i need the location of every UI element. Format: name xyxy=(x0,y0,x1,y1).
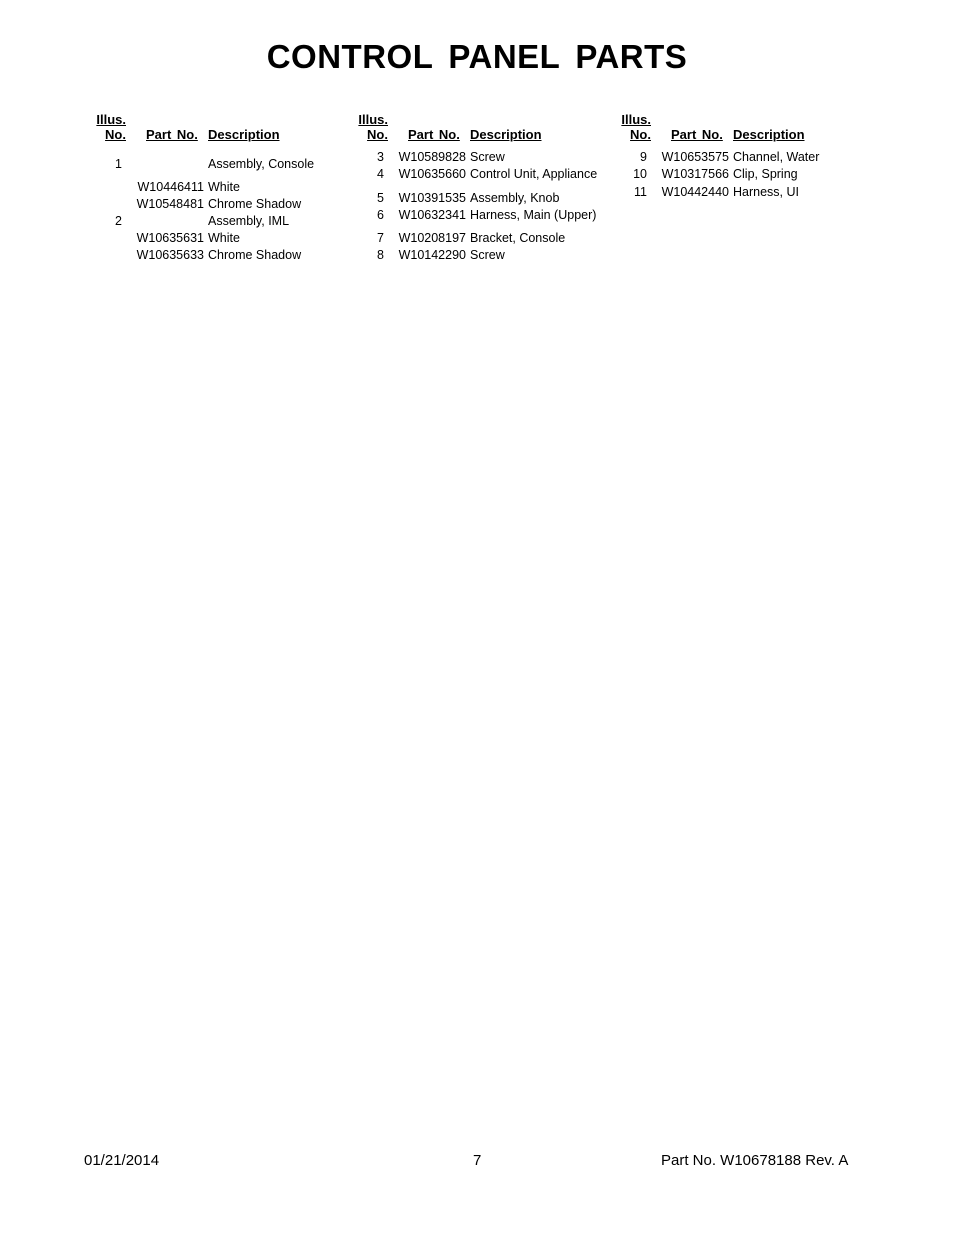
illus-number: 10 xyxy=(633,167,647,181)
part-number: W10632341 xyxy=(398,208,466,222)
header-no-label: No. xyxy=(105,127,126,142)
header-no-label: No. xyxy=(630,127,651,142)
header-description-label: Description xyxy=(470,127,542,142)
part-description: White xyxy=(208,180,240,194)
part-number: W10653575 xyxy=(661,150,729,164)
part-description: Clip, Spring xyxy=(733,167,798,181)
illus-number: 9 xyxy=(640,150,647,164)
part-number: W10635660 xyxy=(398,167,466,181)
part-number: W10442440 xyxy=(661,185,729,199)
illus-number: 8 xyxy=(377,248,384,262)
header-description-label: Description xyxy=(208,127,280,142)
footer-part-number: Part No. W10678188 Rev. A xyxy=(661,1152,849,1169)
header-part-no xyxy=(146,127,198,142)
part-description: Screw xyxy=(470,248,505,262)
part-number: W10589828 xyxy=(398,150,466,164)
header-part-no-label: Part No. xyxy=(671,127,723,142)
header-no-label: No. xyxy=(367,127,388,142)
header-illus-no xyxy=(92,112,126,142)
header-description xyxy=(208,127,280,142)
header-part-no xyxy=(671,127,723,142)
header-part-no xyxy=(408,127,460,142)
header-description xyxy=(733,127,805,142)
header-illus-label: Illus. xyxy=(96,112,126,127)
part-description: Assembly, IML xyxy=(208,214,290,228)
part-number: W10142290 xyxy=(398,248,466,262)
part-description: Screw xyxy=(470,150,505,164)
part-number: W10208197 xyxy=(398,231,466,245)
part-number: W10317566 xyxy=(661,167,729,181)
part-number: W10635633 xyxy=(136,248,204,262)
part-number: W10391535 xyxy=(398,191,466,205)
illus-number: 6 xyxy=(377,208,384,222)
header-illus-no xyxy=(617,112,651,142)
header-description xyxy=(470,127,542,142)
illus-number: 11 xyxy=(634,185,647,199)
part-description: Bracket, Console xyxy=(470,231,566,245)
footer-page-number: 7 xyxy=(473,1152,482,1169)
part-description: Chrome Shadow xyxy=(208,248,302,262)
illus-number: 3 xyxy=(377,150,384,164)
part-description: Assembly, Knob xyxy=(470,191,560,205)
part-description: White xyxy=(208,231,240,245)
illus-number: 4 xyxy=(377,167,384,181)
illus-number: 2 xyxy=(115,214,122,228)
illus-number: 1 xyxy=(115,157,122,171)
page-title: CONTROL PANEL PARTS xyxy=(266,38,688,75)
part-description: Harness, UI xyxy=(733,185,799,199)
footer-date: 01/21/2014 xyxy=(84,1152,160,1169)
part-description: Chrome Shadow xyxy=(208,197,302,211)
part-description: Assembly, Console xyxy=(208,157,315,171)
header-illus-no xyxy=(354,112,388,142)
header-illus-label: Illus. xyxy=(621,112,651,127)
part-number: W10548481 xyxy=(136,197,204,211)
part-description: Harness, Main (Upper) xyxy=(470,208,597,222)
part-description: Control Unit, Appliance xyxy=(470,167,598,181)
header-part-no-label: Part No. xyxy=(408,127,460,142)
header-illus-label: Illus. xyxy=(358,112,388,127)
illus-number: 5 xyxy=(377,191,384,205)
illus-number: 7 xyxy=(377,231,384,245)
header-part-no-label: Part No. xyxy=(146,127,198,142)
part-description: Channel, Water xyxy=(733,150,820,164)
part-number: W10446411 xyxy=(137,180,204,194)
part-number: W10635631 xyxy=(136,231,204,245)
header-description-label: Description xyxy=(733,127,805,142)
